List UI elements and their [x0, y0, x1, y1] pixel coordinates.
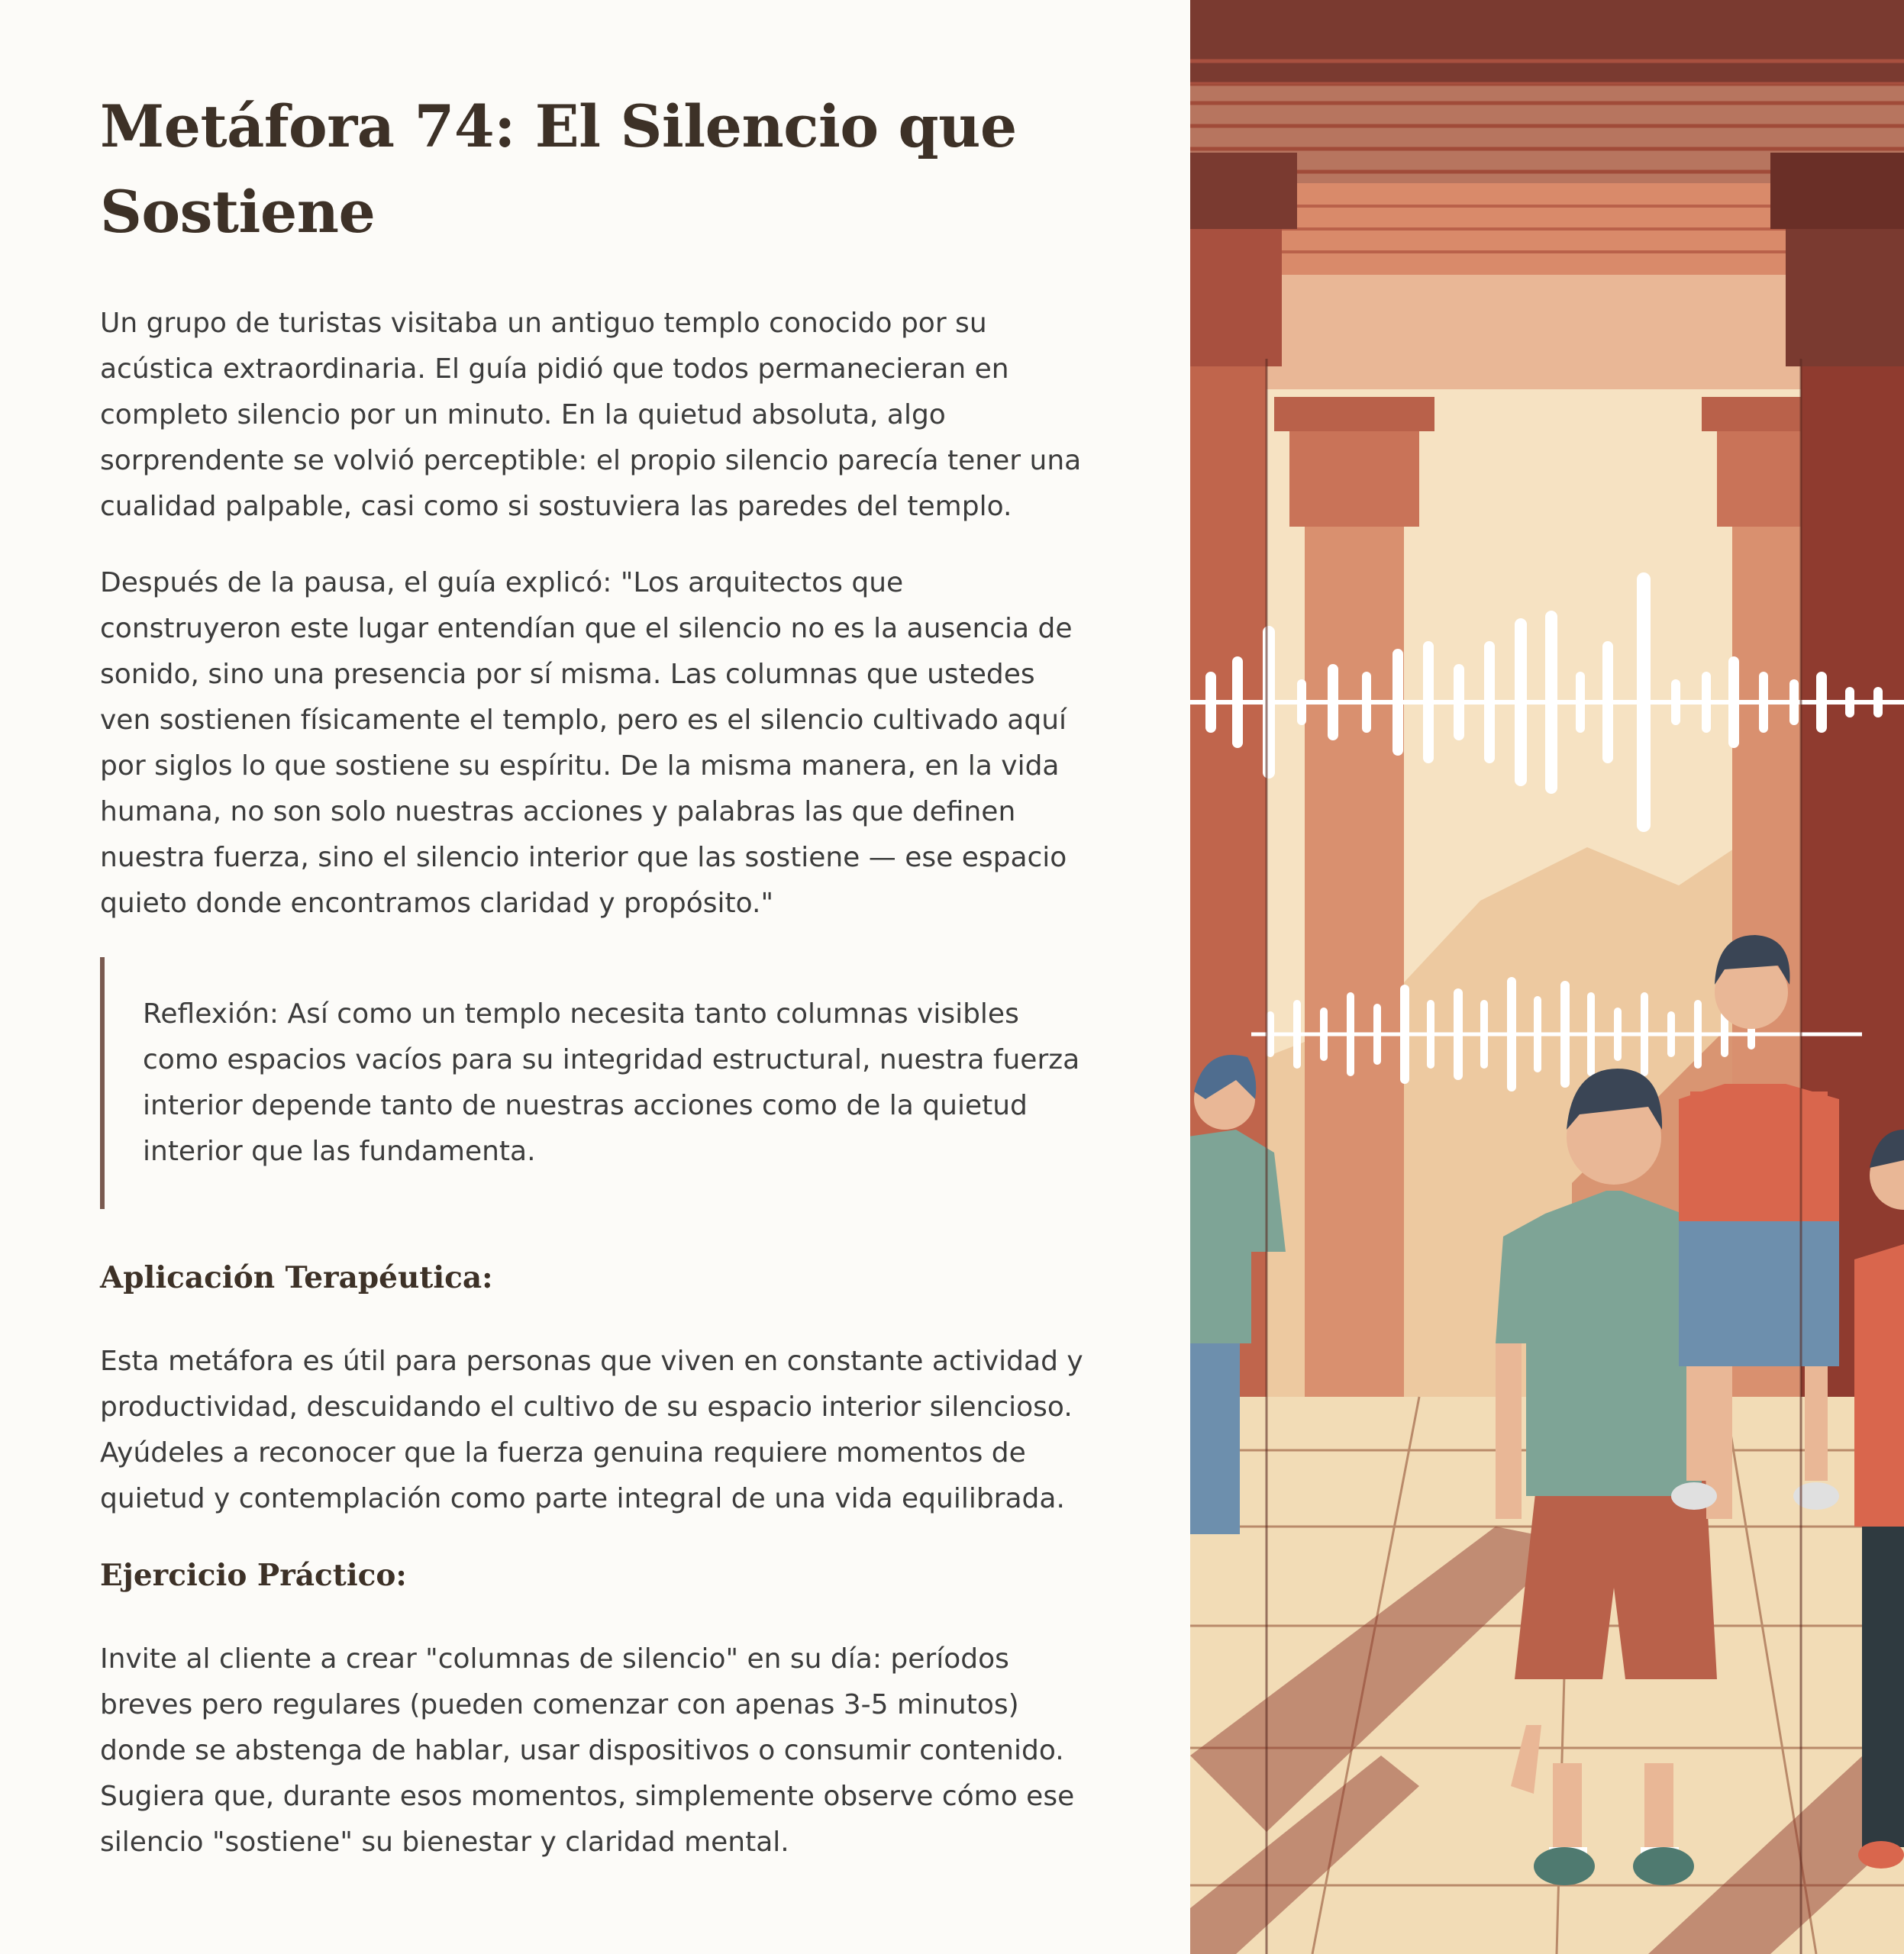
temple-illustration — [1190, 0, 1904, 1954]
application-heading: Aplicación Terapéutica: — [100, 1260, 493, 1295]
exercise-text: Invite al cliente a crear "columnas de silencio" en su día: períodos breves pero regulares (pueden comenzar con apenas 3-5 minutos) donde se abstenga de hablar, usar dispositivos o consumir contenido. Sugiera que, durante esos momentos, simplemente observe cómo ese silencio "sostiene" su bienestar y claridad mental. — [100, 1643, 1075, 1858]
reflection-text: Reflexión: Así como un templo necesita tanto columnas visibles como espacios vacíos para su integridad estructural, nuestra fuerza interior depende tanto de nuestras acciones como de la quietud interior que las fundamenta. — [143, 998, 1080, 1167]
reflection-blockquote — [100, 957, 1092, 1209]
exercise-heading: Ejercicio Práctico: — [100, 1558, 407, 1593]
article — [100, 84, 1092, 1896]
story-paragraph-2: Después de la pausa, el guía explicó: "Los arquitectos que construyeron este lugar entendían que el silencio no es la ausencia de sonido, sino una presencia por sí misma. Las columnas que ustedes ven sostienen físicamente el templo, pero es el silencio cultivado aquí por siglos lo que sostiene su espíritu. De la misma manera, en la vida humana, no son solo nuestras acciones y palabras las que definen nuestra fuerza, sino el silencio interior que las sostiene — ese espacio quieto donde encontramos claridad y propósito." — [100, 567, 1073, 919]
story-paragraph-1: Un grupo de turistas visitaba un antiguo templo conocido por su acústica extraordinaria. El guía pidió que todos permanecieran en completo silencio por un minuto. En la quietud absoluta, algo sorprendente se volvió perceptible: el propio silencio parecía tener una cualidad palpable, casi como si sostuviera las paredes del templo. — [100, 308, 1082, 522]
page-title: Metáfora 74: El Silencio que Sostiene — [100, 92, 1017, 246]
application-text: Esta metáfora es útil para personas que viven en constante actividad y productividad, descuidando el cultivo de su espacio interior silencioso. Ayúdeles a reconocer que la fuerza genuina requiere momentos de quietud y contemplación como parte integral de una vida equilibrada. — [100, 1346, 1083, 1514]
